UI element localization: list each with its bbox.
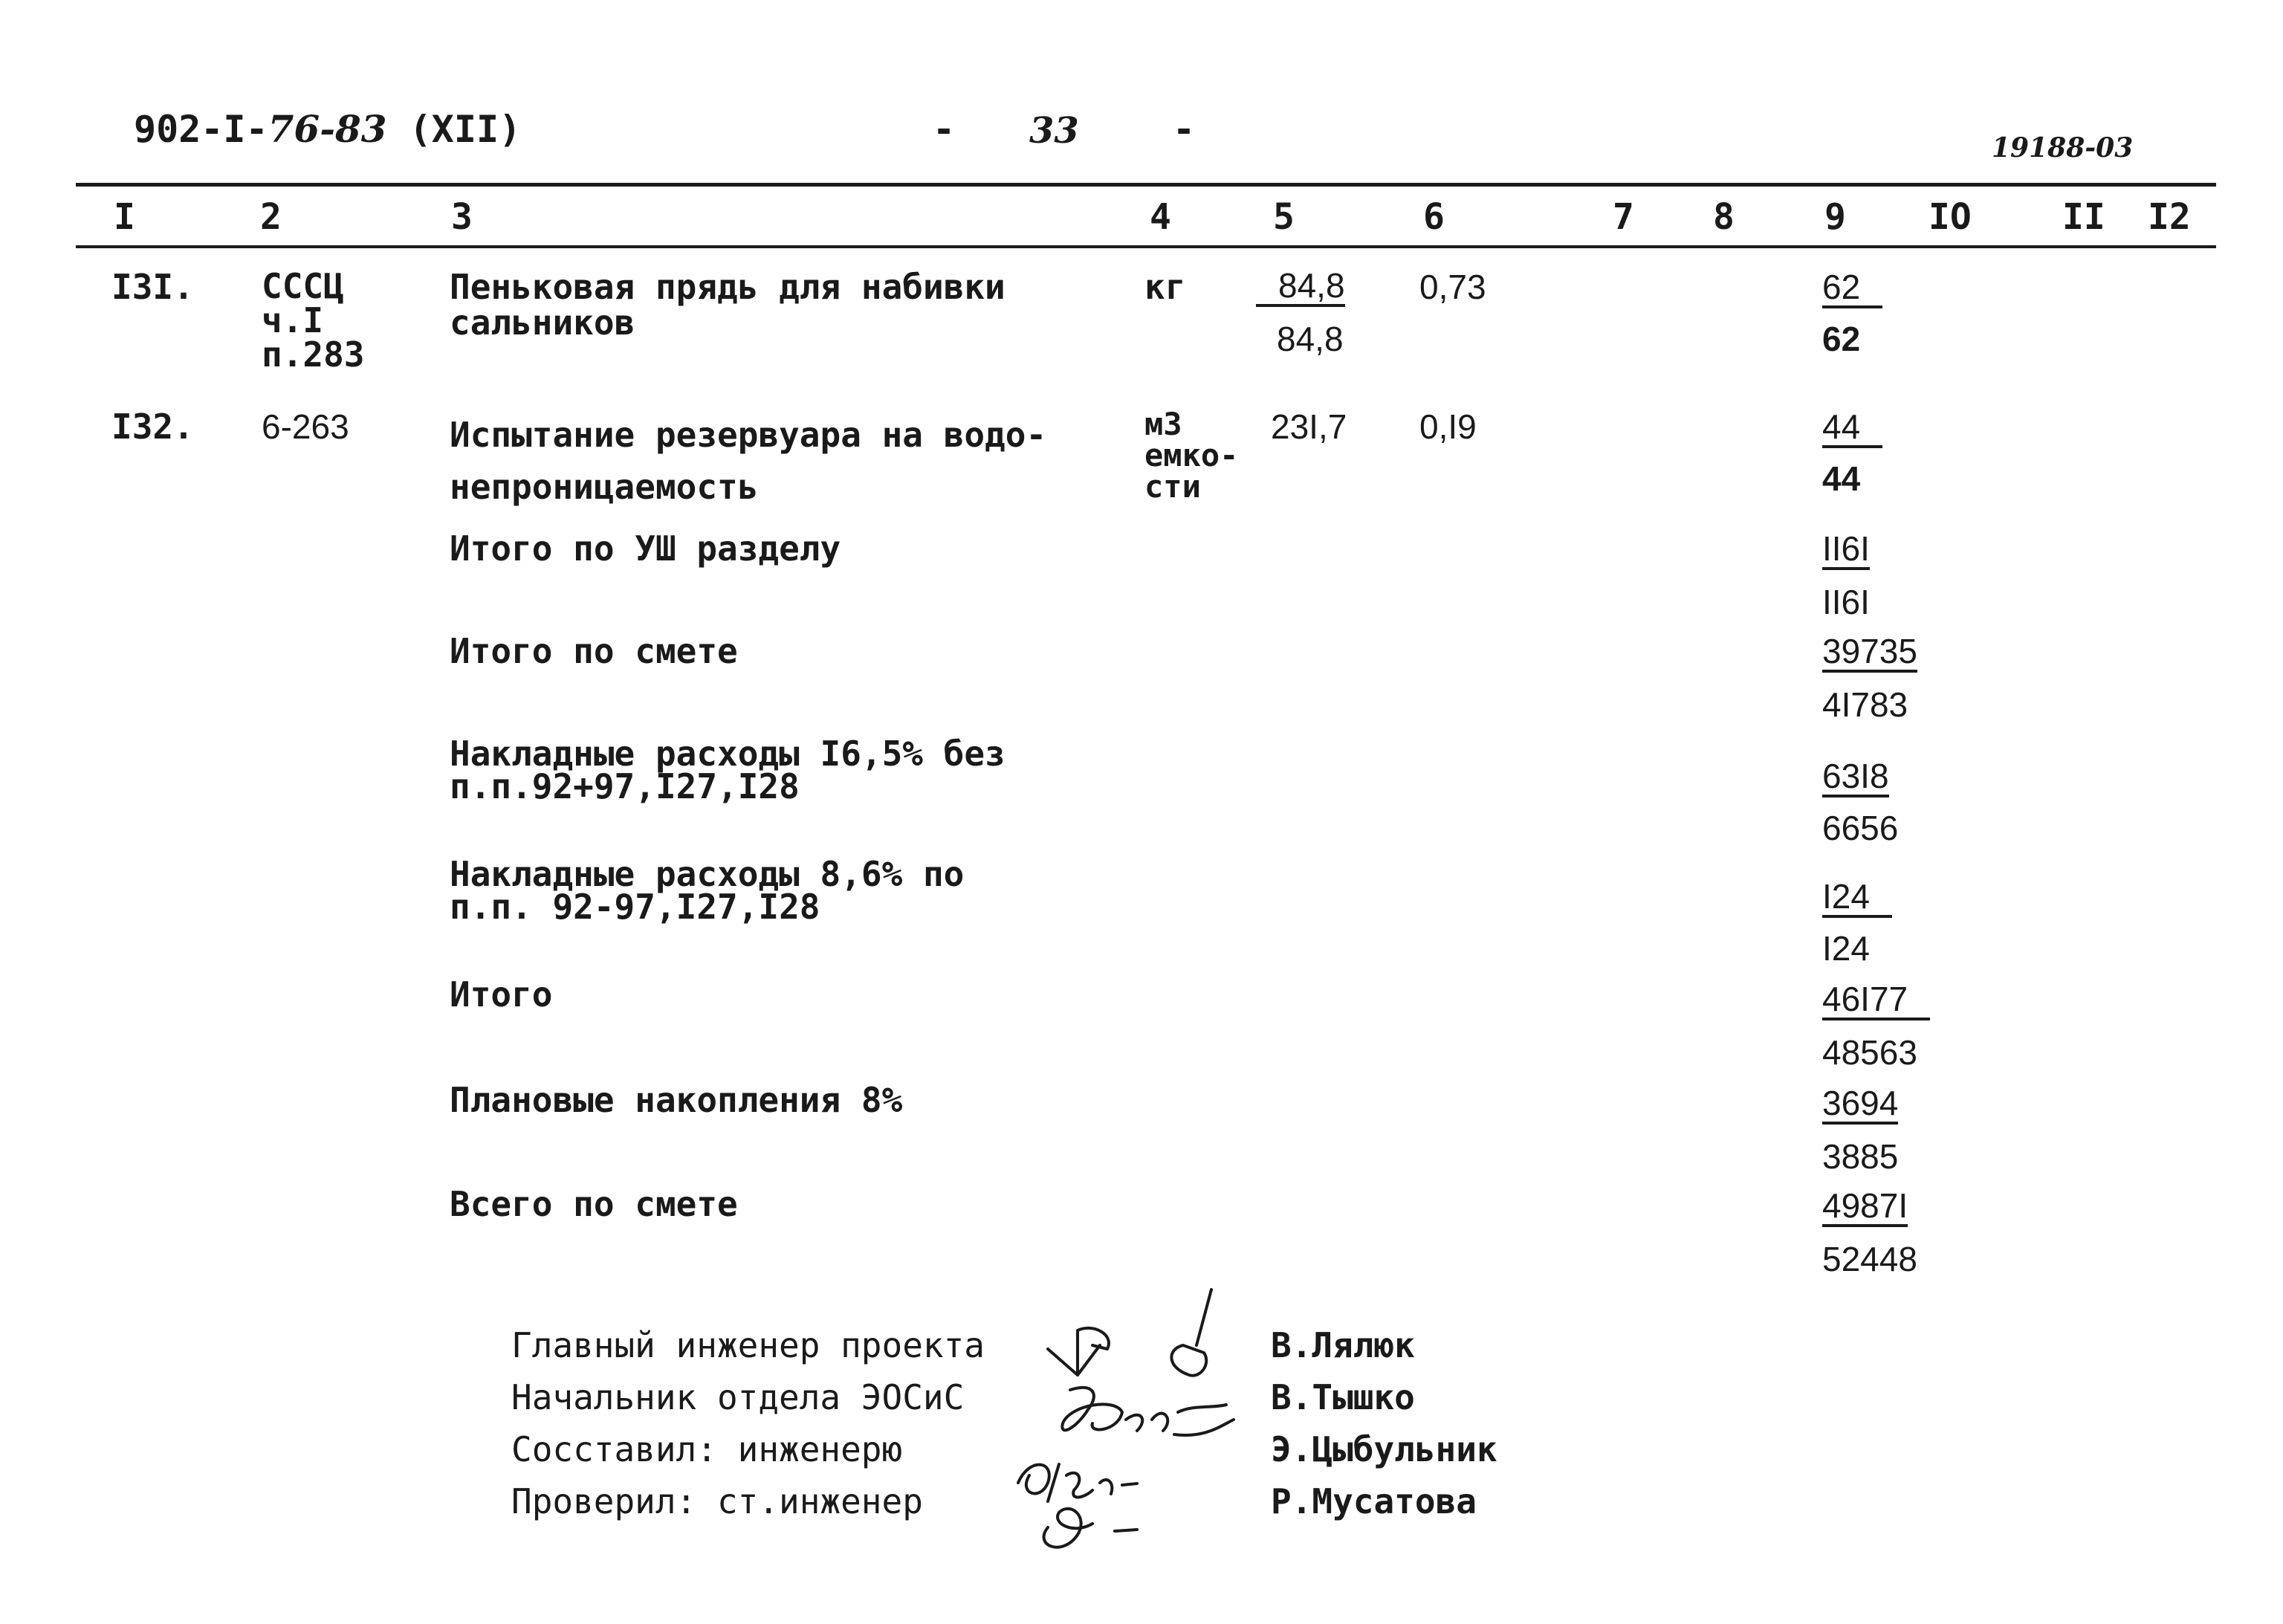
page-dash-right: - (1173, 108, 1196, 151)
row-qty-bottom: 84,8 (1277, 320, 1344, 358)
label-line: Накладные расходы 8,6% по (450, 854, 965, 894)
doc-code-printed: 902-I- (134, 108, 268, 151)
col-header-5: 5 (1273, 196, 1295, 238)
col-header-9: 9 (1824, 196, 1846, 238)
unit-line: м3 (1144, 406, 1182, 442)
signature-role: Начальник отдела ЭОСиС (511, 1377, 965, 1417)
row-name (450, 409, 1046, 513)
page-dash-left: - (933, 108, 956, 151)
label-line: Накладные расходы I6,5% без (450, 734, 1006, 774)
row-total-bottom: 44 (1822, 459, 1861, 498)
totals-top: 3694 (1822, 1085, 1898, 1125)
doc-code-roman: (XII) (409, 108, 522, 151)
col-header-7: 7 (1613, 196, 1634, 238)
totals-label: Итого (450, 974, 553, 1015)
row-price: 0,73 (1419, 268, 1486, 306)
doc-code (134, 107, 522, 151)
col-header-8: 8 (1713, 196, 1735, 238)
doc-code-handwritten: 76-83 (268, 107, 387, 151)
signature-name: Э.Цыбульник (1271, 1429, 1497, 1469)
totals-bottom: 52448 (1822, 1240, 1917, 1278)
totals-label (450, 854, 965, 927)
totals-top: I24 (1822, 879, 1892, 918)
row-total-bottom: 62 (1822, 320, 1861, 358)
col-header-1: I (114, 196, 135, 238)
reference-line: ч.I (262, 300, 324, 340)
totals-label: Всего по смете (450, 1184, 738, 1224)
row-total-top: 62 (1822, 269, 1882, 308)
reference-line: СССЦ (262, 266, 344, 306)
row-unit (1144, 406, 1239, 505)
totals-bottom: 6656 (1822, 809, 1899, 847)
name-line: Пеньковая прядь для набивки (450, 267, 1006, 307)
signature-name: Р.Мусатова (1271, 1481, 1477, 1521)
signature-role: Проверил: ст.инженер (511, 1481, 923, 1521)
signature-name: В.Лялюк (1271, 1325, 1415, 1365)
name-line: Испытание резервуара на водо- (450, 415, 1047, 455)
table-top-rule (76, 183, 2216, 187)
col-header-4: 4 (1150, 196, 1171, 238)
row-qty-top: 84,8 (1256, 268, 1345, 307)
signature-role: Главный инженер проекта (511, 1325, 985, 1365)
row-reference: 6-263 (262, 407, 349, 446)
page-number: 33 (1029, 110, 1079, 152)
reference-line: п.283 (262, 334, 365, 375)
totals-label (450, 734, 1006, 806)
col-header-10: IO (1929, 196, 1972, 238)
label-line: п.п.92+97,I27,I28 (450, 766, 800, 806)
col-header-3: 3 (451, 196, 473, 238)
row-price: 0,I9 (1419, 407, 1477, 446)
row-qty-top: 23I,7 (1271, 407, 1347, 446)
handwritten-signatures (988, 1278, 1256, 1553)
row-unit: кг (1144, 267, 1186, 307)
col-header-12: I2 (2148, 196, 2191, 238)
totals-bottom: 3885 (1822, 1137, 1899, 1176)
totals-bottom: I24 (1822, 929, 1870, 968)
row-total-top: 44 (1822, 409, 1882, 448)
totals-label: Итого по смете (450, 631, 738, 671)
totals-label: Плановые накопления 8% (450, 1080, 903, 1120)
totals-top: 63I8 (1822, 758, 1889, 798)
signature-role: Сосставил: инженерю (511, 1429, 903, 1469)
name-line: сальников (450, 303, 635, 343)
unit-line: сти (1144, 468, 1201, 505)
totals-top: 46I77 (1822, 981, 1930, 1020)
totals-bottom: II6I (1822, 583, 1870, 621)
row-number: I32. (111, 407, 194, 447)
row-name (450, 267, 1006, 343)
totals-bottom: 4I783 (1822, 685, 1908, 724)
name-line: непроницаемость (450, 467, 759, 507)
row-number: I3I. (111, 267, 194, 307)
unit-line: емко- (1144, 437, 1239, 473)
totals-label: Итого по УШ разделу (450, 528, 841, 569)
totals-bottom: 48563 (1822, 1033, 1917, 1072)
col-header-6: 6 (1423, 196, 1445, 238)
row-reference (262, 266, 365, 375)
totals-top: II6I (1822, 531, 1870, 570)
signature-name: В.Тышко (1271, 1377, 1415, 1417)
col-header-11: II (2062, 196, 2105, 238)
stamp-number: 19188-03 (1992, 132, 2134, 164)
label-line: п.п. 92-97,I27,I28 (450, 887, 820, 927)
table-header-rule (76, 245, 2216, 248)
totals-top: 4987I (1822, 1188, 1908, 1227)
col-header-2: 2 (260, 196, 282, 238)
totals-top: 39735 (1822, 633, 1917, 673)
